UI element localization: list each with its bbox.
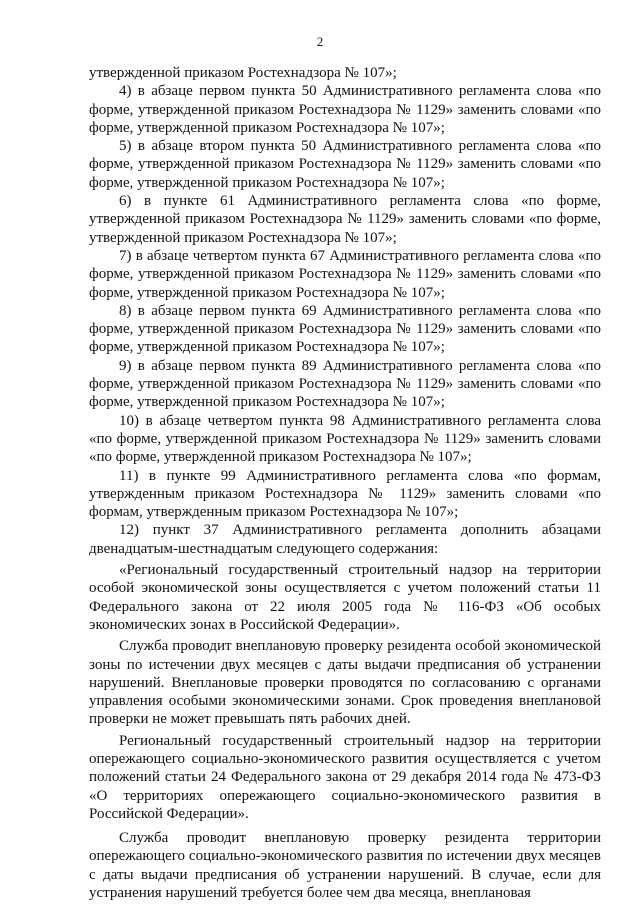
paragraph-quote-oez: «Региональный государственный строительный надзор на территории особой экономической зоны осуществляется с учетом положений статьи 11 Федерального закона от 22 июля 2005 года № 116-ФЗ «Об особых экономических зонах в Российской Федерации». — [89, 562, 601, 633]
paragraph-item-7: 7) в абзаце четвертом пункта 67 Административного регламента слова «по форме, утвержденной приказом Ростехнадзора № 1129» заменить словами «по форме, утвержденной приказом Ростехнадзора № 107»; — [89, 247, 601, 301]
paragraph-continuation: утвержденной приказом Ростехнадзора № 107»; — [89, 65, 397, 81]
paragraph-item-5: 5) в абзаце втором пункта 50 Административного регламента слова «по форме, утвержденной приказом Ростехнадзора № 1129» заменить словами «по форме, утвержденной приказом Ростехнадзора № 107»; — [89, 138, 601, 191]
page-number: 2 — [316, 34, 324, 49]
paragraph-item-6: 6) в пункте 61 Административного регламента слова «по форме, утвержденной приказом Ростехнадзора № 1129» заменить словами «по форме, утвержденной приказом Ростехнадзора № 107»; — [89, 193, 601, 246]
paragraph-item-4: 4) в абзаце первом пункта 50 Административного регламента слова «по форме, утвержденной приказом Ростехнадзора № 1129» заменить словами «по форме, утвержденной приказом Ростехнадзора № 107»; — [89, 83, 601, 136]
paragraph-item-10: 10) в абзаце четвертом пункта 98 Административного регламента слова «по форме, утвержденной приказом Ростехнадзора № 1129» заменить словами «по форме, утвержденной приказом Ростехнадзора № 107»; — [89, 412, 601, 466]
paragraph-tor-supervision: Региональный государственный строительный надзор на территории опережающего социально-экономического развития осуществляется с учетом положений статьи 24 Федерального закона от 29 декабря 2014 года № 473-ФЗ «О территориях опережающего социально-экономического развития в Российской Федерации». — [89, 732, 601, 822]
paragraph-inspection-oez: Служба проводит внеплановую проверку резидента особой экономической зоны по истечении двух месяцев с даты выдачи предписания об устранении нарушений. Внеплановые проверки проводятся по согласованию с органами управления особыми экономическими зонами. Срок проведения внеплановой проверки не может превышать пять рабочих дней. — [89, 638, 601, 728]
paragraph-item-11: 11) в пункте 99 Административного регламента слова «по формам, утвержденным приказом Ростехнадзора № 1129» заменить словами «по формам, утвержденным приказом Ростехнадзора № 107»; — [89, 467, 601, 521]
paragraph-item-9: 9) в абзаце первом пункта 89 Административного регламента слова «по форме, утвержденной приказом Ростехнадзора № 1129» заменить словами «по форме, утвержденной приказом Ростехнадзора № 107»; — [89, 357, 601, 411]
paragraph-inspection-tor: Служба проводит внеплановую проверку резидента территории опережающего социально-экономического развития по истечении двух месяцев с даты выдачи предписания об устранении нарушений. В случае, если для устранения нарушений требуется более чем два месяца, внеплановая — [89, 830, 601, 902]
document-body — [89, 64, 601, 902]
paragraph-item-8: 8) в абзаце первом пункта 69 Административного регламента слова «по форме, утвержденной приказом Ростехнадзора № 1129» заменить словами «по форме, утвержденной приказом Ростехнадзора № 107»; — [89, 302, 601, 356]
paragraph-item-12: 12) пункт 37 Административного регламента дополнить абзацами двенадцатым-шестнадцатым следующего содержания: — [89, 522, 601, 557]
